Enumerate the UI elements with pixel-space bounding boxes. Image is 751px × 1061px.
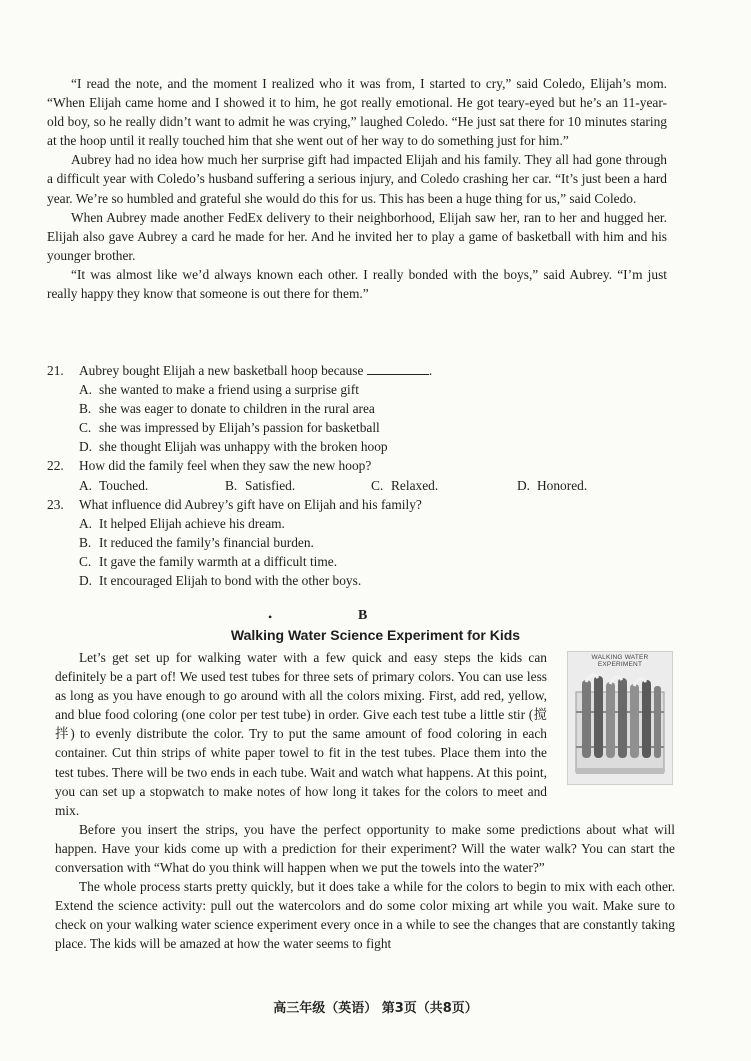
question-number: 22.	[47, 458, 64, 474]
option-a: A. It helped Elijah achieve his dream.	[79, 515, 285, 531]
passage-paragraph: When Aubrey made another FedEx delivery to their neighborhood, Elijah saw her, ran to her and hugged her. Elijah also gave Aubrey a card he made for her. And he invited her to play a game of basketball with him and his younger brother.	[47, 209, 667, 263]
question-number: 23.	[47, 496, 64, 512]
question-stem: Aubrey bought Elijah a new basketball hoop because .	[79, 363, 433, 378]
question-22	[47, 456, 667, 475]
option-d: D. Honored.	[517, 477, 588, 493]
question-stem: How did the family feel when they saw the new hoop?	[79, 458, 372, 474]
passage-paragraph: Before you insert the strips, you have the perfect opportunity to make some predictions about what will happen. Have your kids come up with a prediction for their experiment? Will the water walk? You can start the conversation with “What do you think will happen when we put the towels into the water?”	[55, 821, 675, 876]
option-b: B. Satisfied.	[225, 477, 296, 493]
passage-paragraph: The whole process starts pretty quickly, but it does take a while for the colors to begin to mix with each other. Extend the science activity: pull out the watercolors and do some color mixing art while you wait. Make sure to check on your walking water science experiment every once in a while to see the changes that are constantly taking place. The kids will be amazed at how the water seems to fight	[55, 879, 675, 952]
reading-passage-b	[55, 648, 675, 954]
passage-paragraph: Aubrey had no idea how much her surprise gift had impacted Elijah and his family. They all had gone through a difficult year with Coledo’s husband suffering a serious injury, and Coledo crashing her car. “It’s just been a hard year. We’re so humbled and grateful she would do this for us. This has been a huge thing for us,” said Coledo.	[47, 152, 667, 206]
option-b: B. It reduced the family’s financial burden.	[79, 534, 314, 550]
options-row	[47, 476, 667, 495]
question-number: 21.	[47, 363, 64, 378]
reading-passage-a	[47, 74, 667, 303]
passage-paragraph: “I read the note, and the moment I realized who it was from, I started to cry,” said Coledo, Elijah’s mom. “When Elijah came home and I showed it to him, he got really emotional. He got teary-eyed but he’s an 11-year-old boy, so he really didn’t want to admit he was crying,” laughed Coledo. “He just sat there for 10 minutes staring at the hoop until it really touched him that she went out of her way to do something just for him.”	[47, 76, 667, 149]
question-block	[47, 361, 667, 590]
option-d: D. It encouraged Elijah to bond with the other boys.	[79, 573, 362, 589]
section-dot: •	[268, 610, 273, 624]
passage-paragraph: “It was almost like we’d always known each other. I really bonded with the boys,” said Aubrey. “I’m just really happy they know that someone is out there for them.”	[47, 266, 667, 302]
passage-paragraph: Let’s get set up for walking water with a few quick and easy steps the kids can definitely be a part of! We used test tubes for three sets of primary colors. You can use less as long as you have enough to go around with all the colors mixing. First, add red, yellow, and blue food coloring (one color per test tube) in order. Give each test tube a little stir (搅拌) to evenly distribute the color. Try to put the same amount of food coloring in each container. Cut thin strips of white paper towel to fit in the test tubes. Place them into the test tubes. There will be two ends in each tube. Wait and watch what happens. At this point, you can set up a stopwatch to make notes of how long it takes for the colors to meet and mix.	[55, 650, 547, 818]
option-a: A. Touched.	[79, 477, 149, 493]
question-23	[47, 495, 667, 514]
question-stem: What influence did Aubrey’s gift have on Elijah and his family?	[79, 496, 422, 512]
question-21	[47, 361, 667, 380]
photo-caption: WALKING WATER EXPERIMENT	[591, 654, 649, 668]
answer-blank	[367, 362, 429, 375]
page-footer: 高三年级（英语） 第3页（共8页）	[273, 1001, 478, 1016]
option-c: C. It gave the family warmth at a difficult time.	[79, 553, 338, 569]
option-c: C. she was impressed by Elijah’s passion for basketball	[79, 420, 380, 436]
section-letter: B	[358, 608, 368, 623]
option-a: A. she wanted to make a friend using a surprise gift	[79, 382, 359, 398]
option-b: B. she was eager to donate to children in the rural area	[79, 401, 375, 417]
option-d: D. she thought Elijah was unhappy with the broken hoop	[79, 439, 388, 455]
option-c: C. Relaxed.	[371, 477, 439, 493]
section-title: Walking Water Science Experiment for Kids	[230, 627, 521, 643]
